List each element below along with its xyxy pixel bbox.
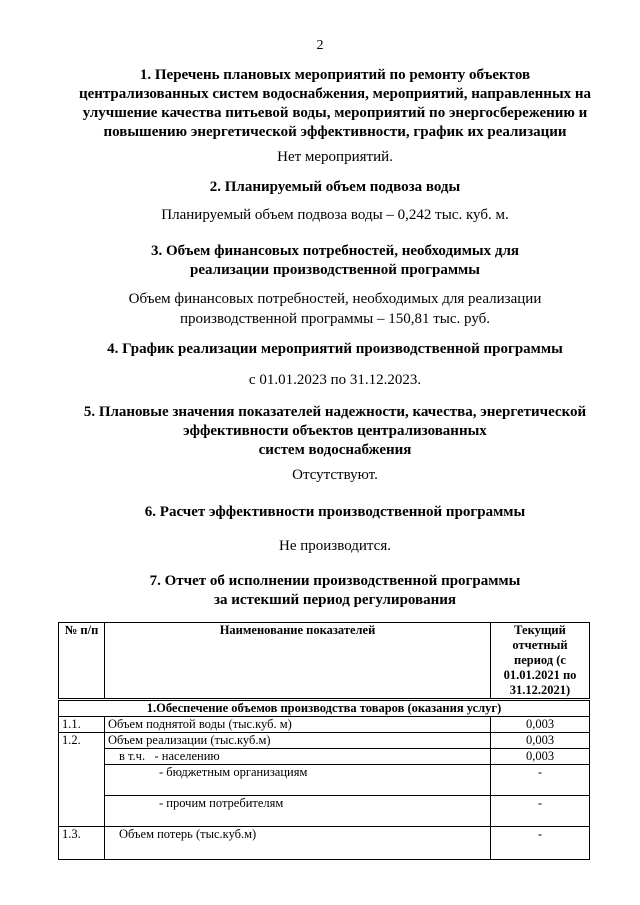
section-4-title: 4. График реализации мероприятий производственной программы: [107, 341, 563, 357]
row-value: -: [491, 827, 590, 860]
row-value: -: [491, 765, 590, 796]
section-3-title-line: реализации производственной программы: [190, 262, 480, 278]
row-name: - населению: [154, 749, 220, 763]
section-title-cell: 1.Обеспечение объемов производства товаров (оказания услуг): [59, 700, 590, 717]
table-row: [59, 717, 590, 733]
row-prefix: в т.ч.: [119, 749, 146, 763]
section-6-text: Не производится.: [279, 538, 391, 554]
section-1-title-line: улучшение качества питьевой воды, мероприятий по энергосбережению и: [82, 105, 588, 121]
section-3-title: [60, 242, 610, 280]
section-1-title-line: повышению энергетической эффективности, график их реализации: [103, 124, 567, 140]
section-5-text: Отсутствуют.: [292, 467, 378, 483]
table-section-row: [59, 700, 590, 717]
section-7-title: [60, 572, 610, 610]
table-row: [59, 765, 590, 796]
header-period: Текущий отчетный период (с 01.01.2021 по 31.12.2021): [491, 623, 590, 700]
section-5-title-line: 5. Плановые значения показателей надежности, качества, энергетической: [83, 404, 587, 420]
row-value: 0,003: [491, 717, 590, 733]
row-name: - прочим потребителям: [105, 796, 491, 827]
table-header-row: [59, 623, 590, 700]
section-4-text: с 01.01.2023 по 31.12.2023.: [248, 372, 422, 388]
section-7-title-line: 7. Отчет об исполнении производственной программы: [149, 573, 521, 589]
page-number: 2: [316, 38, 324, 53]
row-number: 1.2.: [59, 733, 105, 827]
report-table: [58, 622, 590, 860]
row-name: - бюджетным организациям: [105, 765, 491, 796]
row-name: Объем реализации (тыс.куб.м): [105, 733, 491, 749]
row-value: 0,003: [491, 733, 590, 749]
section-6-title: 6. Расчет эффективности производственной программы: [144, 504, 526, 520]
section-1-title-line: централизованных систем водоснабжения, мероприятий, направленных на: [78, 86, 592, 102]
section-2-text: Планируемый объем подвоза воды – 0,242 тыс. куб. м.: [161, 207, 509, 223]
section-1-title: [60, 66, 610, 142]
table-row: [59, 796, 590, 827]
table-row: [59, 749, 590, 765]
table-row: [59, 733, 590, 749]
row-value: -: [491, 796, 590, 827]
row-number: 1.1.: [59, 717, 105, 733]
section-3-text-line: Объем финансовых потребностей, необходимых для реализации: [128, 291, 542, 307]
section-2-title: 2. Планируемый объем подвоза воды: [209, 179, 461, 195]
section-3-title-line: 3. Объем финансовых потребностей, необходимых для: [150, 243, 520, 259]
row-name: Объем потерь (тыс.куб.м): [105, 827, 491, 860]
row-name: Объем поднятой воды (тыс.куб. м): [105, 717, 491, 733]
section-1-text: Нет мероприятий.: [277, 149, 393, 165]
header-name: Наименование показателей: [105, 623, 491, 700]
row-name-sub: [105, 749, 491, 765]
section-1-title-line: 1. Перечень плановых мероприятий по ремонту объектов: [139, 67, 531, 83]
section-5-title-line: систем водоснабжения: [258, 442, 412, 458]
section-3-text-line: производственной программы – 150,81 тыс. руб.: [179, 311, 491, 327]
section-7-title-line: за истекший период регулирования: [213, 592, 457, 608]
header-no: № п/п: [59, 623, 105, 700]
section-5-title: [60, 403, 610, 460]
table-row: [59, 827, 590, 860]
section-5-title-line: эффективности объектов централизованных: [183, 423, 487, 439]
section-3-text: [60, 289, 610, 329]
row-value: 0,003: [491, 749, 590, 765]
row-number: 1.3.: [59, 827, 105, 860]
